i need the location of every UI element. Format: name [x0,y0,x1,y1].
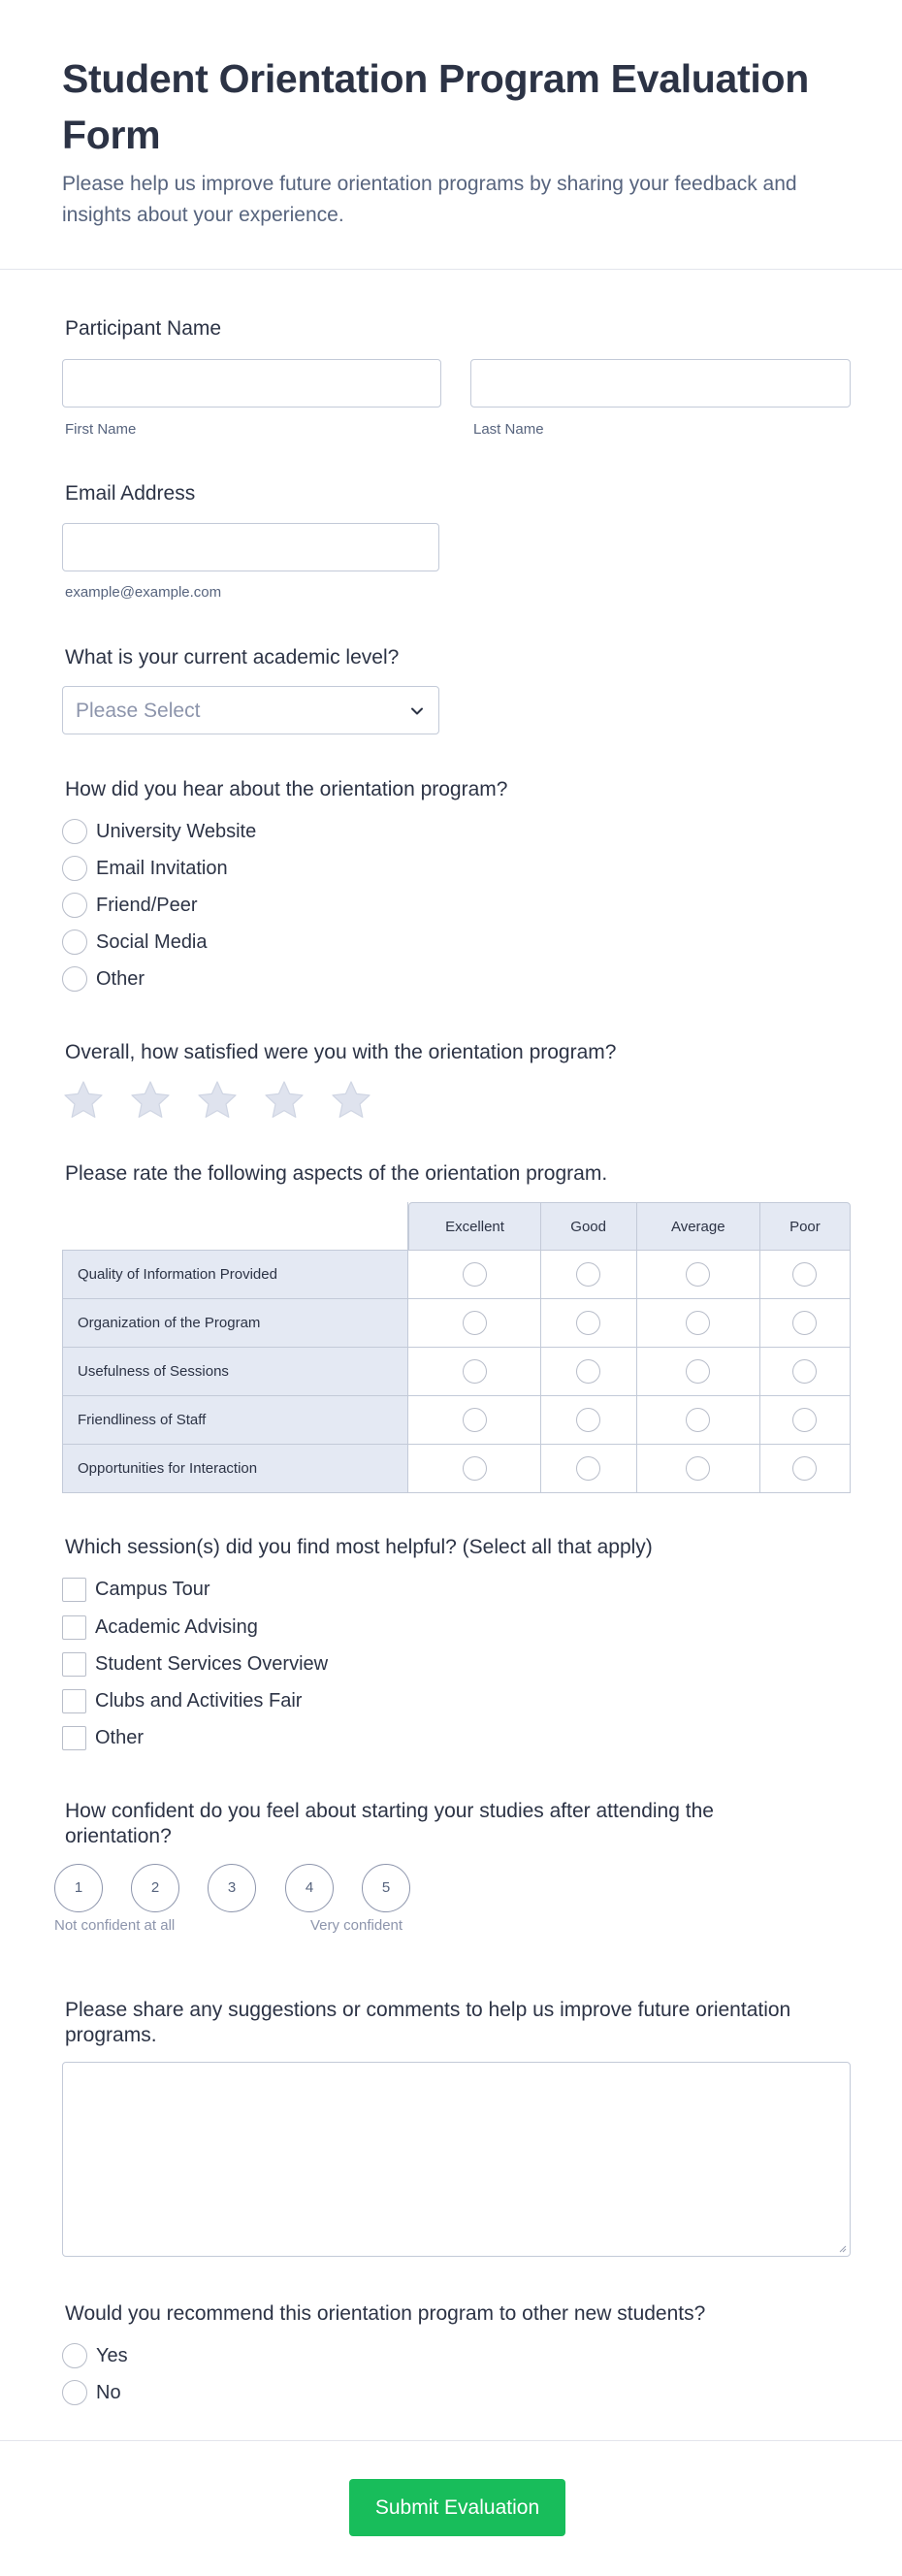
matrix-radio[interactable] [686,1408,710,1432]
hear-about-option[interactable] [62,855,228,882]
matrix-header-row [62,1202,851,1251]
option-label: Yes [96,2344,128,2366]
matrix-row-label: Quality of Information Provided [62,1251,408,1299]
matrix-row-label: Usefulness of Sessions [62,1348,408,1396]
matrix-radio[interactable] [792,1311,817,1335]
radio-button[interactable] [62,819,87,844]
scale-low-label: Not confident at all [54,1917,176,1934]
rating-matrix-label: Please rate the following aspects of the orientation program. [65,1162,608,1185]
matrix-radio[interactable] [792,1456,817,1481]
form-header [0,0,902,270]
matrix-column-header: Average [637,1202,760,1251]
radio-button[interactable] [62,2380,87,2405]
option-label: Friend/Peer [96,894,198,916]
option-label: University Website [96,820,257,842]
radio-button[interactable] [62,966,87,992]
matrix-column-header: Good [541,1202,637,1251]
matrix-radio[interactable] [463,1311,487,1335]
checkbox[interactable] [62,1578,86,1602]
matrix-radio[interactable] [686,1456,710,1481]
matrix-corner [62,1202,408,1251]
form-title: Student Orientation Program Evaluation Form [62,56,809,157]
scale-option-3[interactable]: 3 [208,1864,256,1912]
matrix-radio[interactable] [463,1359,487,1384]
matrix-column-header: Poor [760,1202,851,1251]
rating-matrix [62,1202,851,1493]
checkbox[interactable] [62,1726,86,1750]
confidence-label: How confident do you feel about starting your studies after attending the orientation? [65,1800,714,1847]
last-name-input[interactable] [470,359,851,408]
radio-button[interactable] [62,929,87,955]
email-sublabel: example@example.com [65,584,222,601]
matrix-radio[interactable] [792,1359,817,1384]
option-label: Academic Advising [95,1615,258,1638]
matrix-column-header: Excellent [408,1202,540,1251]
matrix-row [62,1445,851,1493]
scale-high-label: Very confident [310,1917,403,1934]
participant-name-label: Participant Name [65,317,222,340]
matrix-row [62,1348,851,1396]
option-label: Other [96,967,145,990]
radio-button[interactable] [62,856,87,881]
recommend-option[interactable] [62,2342,128,2369]
sessions-label: Which session(s) did you find most helpful? (Select all that apply) [65,1536,653,1558]
option-label: Student Services Overview [95,1652,329,1675]
suggestions-label: Please share any suggestions or comments to help us improve future orientation programs. [65,1999,791,2046]
star-icon[interactable] [62,1079,105,1122]
suggestions-textarea[interactable] [62,2062,851,2257]
matrix-radio[interactable] [576,1262,600,1287]
star-rating [62,1079,397,1122]
option-label: No [96,2381,121,2403]
session-option[interactable] [62,1724,144,1751]
recommend-option[interactable] [62,2379,121,2406]
form-subtitle: Please help us improve future orientation programs by sharing your feedback and insights about your experience. [62,173,797,226]
session-option[interactable] [62,1576,210,1603]
matrix-radio[interactable] [686,1359,710,1384]
matrix-row-label: Organization of the Program [62,1299,408,1348]
email-input[interactable] [62,523,439,571]
option-label: Other [95,1726,145,1748]
session-option[interactable] [62,1687,302,1714]
star-icon[interactable] [263,1079,306,1122]
star-icon[interactable] [129,1079,172,1122]
matrix-radio[interactable] [463,1456,487,1481]
academic-level-label: What is your current academic level? [65,646,400,668]
scale-option-5[interactable]: 5 [362,1864,410,1912]
option-label: Clubs and Activities Fair [95,1689,303,1712]
hear-about-option[interactable] [62,965,145,993]
checkbox[interactable] [62,1615,86,1640]
option-label: Social Media [96,930,208,953]
form-footer [0,2440,902,2576]
session-option[interactable] [62,1650,328,1678]
scale-option-2[interactable]: 2 [131,1864,179,1912]
matrix-radio[interactable] [686,1311,710,1335]
matrix-row [62,1396,851,1445]
satisfaction-label: Overall, how satisfied were you with the orientation program? [65,1041,617,1063]
academic-level-select[interactable] [62,686,439,734]
radio-button[interactable] [62,893,87,918]
hear-about-option[interactable] [62,929,208,956]
matrix-row-label: Opportunities for Interaction [62,1445,408,1493]
first-name-sublabel: First Name [65,421,137,438]
matrix-row-label: Friendliness of Staff [62,1396,408,1445]
matrix-radio[interactable] [576,1359,600,1384]
submit-button[interactable]: Submit Evaluation [349,2479,565,2536]
recommend-label: Would you recommend this orientation program to other new students? [65,2302,706,2325]
checkbox[interactable] [62,1652,86,1677]
checkbox[interactable] [62,1689,86,1713]
resize-grip-icon[interactable] [837,2243,847,2253]
matrix-radio[interactable] [792,1262,817,1287]
option-label: Email Invitation [96,857,228,879]
matrix-radio[interactable] [576,1408,600,1432]
star-icon[interactable] [330,1079,372,1122]
hear-about-label: How did you hear about the orientation program? [65,778,508,800]
hear-about-option[interactable] [62,892,198,919]
matrix-radio[interactable] [576,1311,600,1335]
first-name-input[interactable] [62,359,441,408]
session-option[interactable] [62,1614,258,1641]
option-label: Campus Tour [95,1578,210,1600]
hear-about-option[interactable] [62,818,256,845]
matrix-radio[interactable] [792,1408,817,1432]
chevron-down-icon [409,703,425,719]
academic-level-placeholder: Please Select [76,700,201,722]
email-label: Email Address [65,482,196,505]
matrix-radio[interactable] [686,1262,710,1287]
matrix-radio[interactable] [576,1456,600,1481]
last-name-sublabel: Last Name [473,421,544,438]
scale-option-1[interactable]: 1 [54,1864,103,1912]
matrix-radio[interactable] [463,1262,487,1287]
star-icon[interactable] [196,1079,239,1122]
matrix-row [62,1251,851,1299]
matrix-radio[interactable] [463,1408,487,1432]
scale-option-4[interactable]: 4 [285,1864,334,1912]
radio-button[interactable] [62,2343,87,2368]
matrix-row [62,1299,851,1348]
